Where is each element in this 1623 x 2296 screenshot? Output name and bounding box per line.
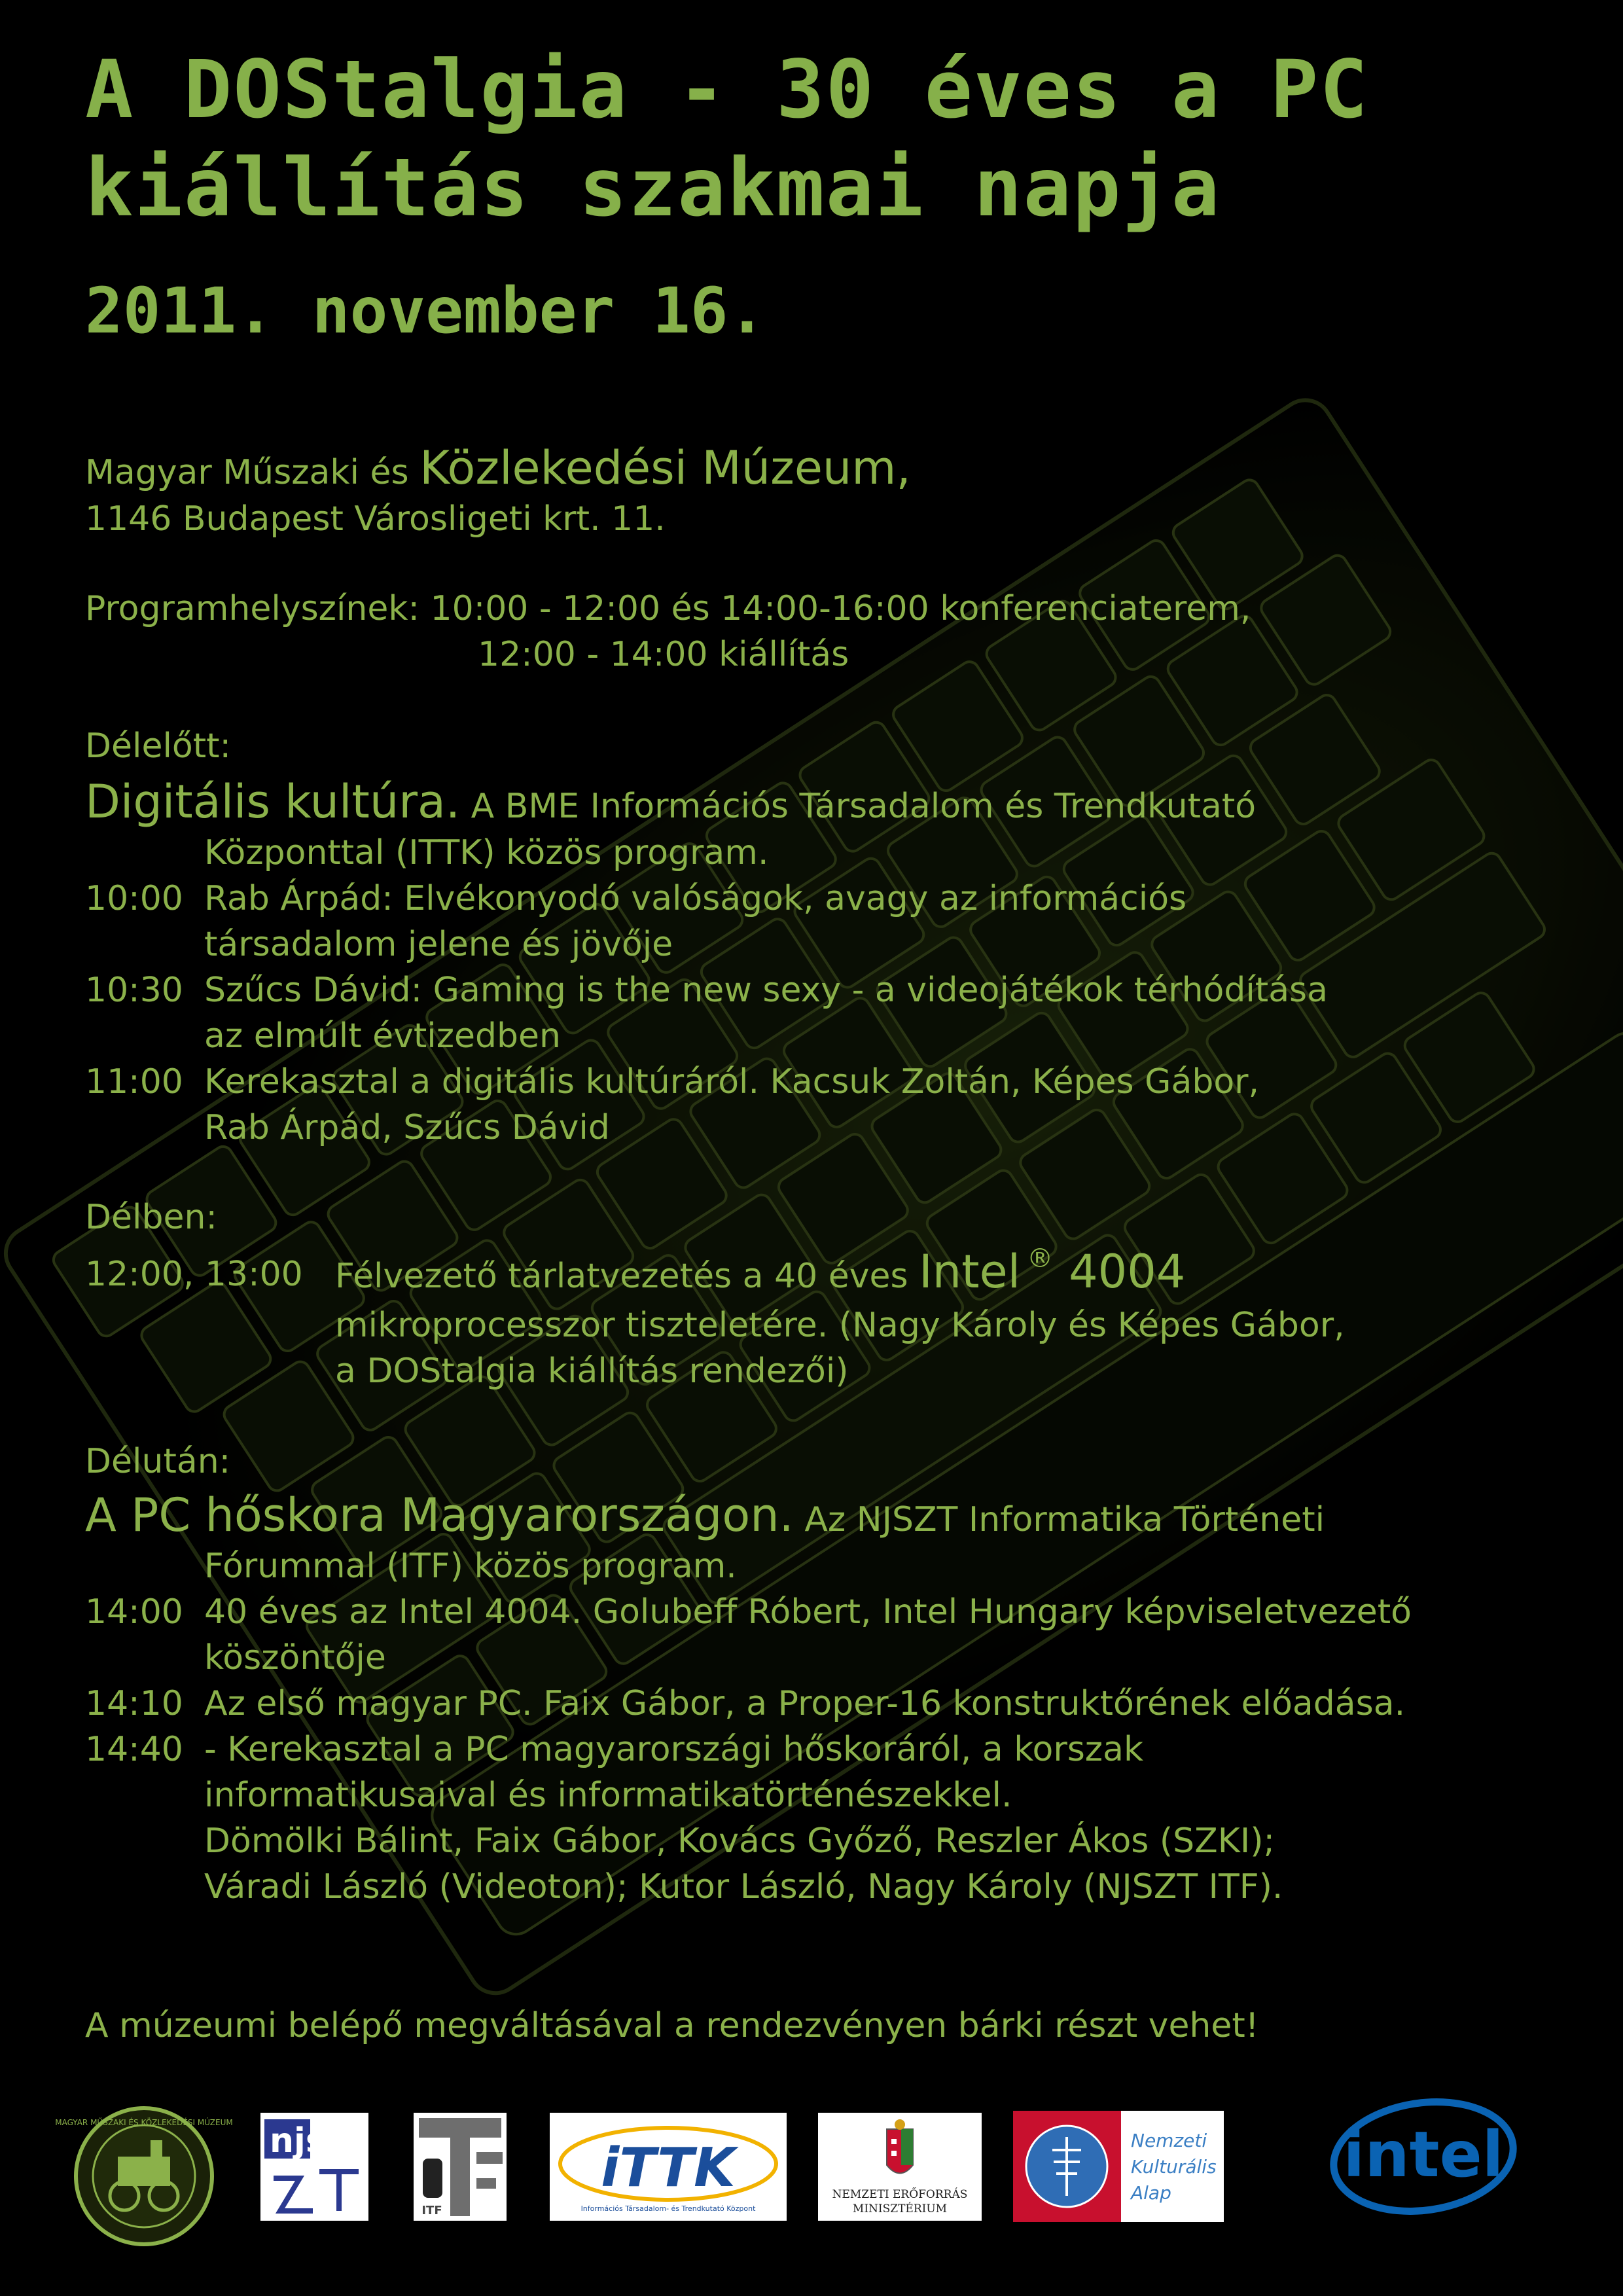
- morning-talk-1-line-2: társadalom jelene és jövője: [204, 925, 673, 964]
- nka-logo-line-2: Kulturális: [1131, 2156, 1217, 2178]
- noon-heading: Délben:: [85, 1198, 217, 1237]
- njszt-logo-text: njszt: [270, 2121, 362, 2161]
- intel-logo-text: intel: [1343, 2118, 1504, 2191]
- morning-theme-desc: A BME Információs Társadalom és Trendkutató: [471, 787, 1257, 826]
- venue-line: [85, 441, 911, 495]
- afternoon-theme-desc-cont: Fórummal (ITF) közös program.: [204, 1547, 737, 1586]
- morning-theme: [85, 775, 1257, 829]
- museum-logo: [55, 2104, 233, 2248]
- ittk-logo-subtitle: Információs Társadalom- és Trendkutató Központ: [580, 2204, 756, 2213]
- afternoon-talk-3-line-1: - Kerekasztal a PC magyarországi hőskoráról, a korszak: [204, 1730, 1144, 1769]
- morning-talk-3-line-2: Rab Árpád, Szűcs Dávid: [204, 1108, 610, 1147]
- morning-time-3: 11:00: [85, 1062, 183, 1102]
- venue-name-big: Közlekedési Múzeum,: [419, 441, 911, 495]
- morning-heading: Délelőtt:: [85, 726, 232, 766]
- museum-logo-text: MAGYAR MŰSZAKI ÉS KÖZLEKEDÉSI MÚZEUM: [55, 2118, 233, 2127]
- afternoon-talk-1-line-2: köszöntője: [204, 1638, 386, 1677]
- morning-theme-desc-cont: Központtal (ITTK) közös program.: [204, 833, 769, 872]
- afternoon-heading: Délután:: [85, 1442, 231, 1481]
- noon-desc-1: Félvezető tárlatvezetés a 40 éves: [335, 1257, 908, 1296]
- noon-intel: Intel: [919, 1245, 1021, 1299]
- locations-times-2: 12:00 - 14:00 kiállítás: [478, 635, 849, 674]
- afternoon-talk-3-line-2: informatikusaival és informatikatörténészekkel.: [204, 1776, 1012, 1815]
- nka-logo-line-3: Alap: [1131, 2182, 1171, 2204]
- njszt-logo: [260, 2113, 368, 2221]
- afternoon-theme-title: A PC hőskora Magyarországon.: [85, 1488, 794, 1542]
- morning-talk-1-line-1: Rab Árpád: Elvékonyodó valóságok, avagy az információs: [204, 879, 1187, 918]
- itf-logo-text: ITF: [421, 2204, 442, 2217]
- morning-talk-2-line-2: az elmúlt évtizedben: [204, 1016, 561, 1056]
- page-title: A DOStalgia - 30 éves a PC kiállítás szakmai napja: [85, 43, 1369, 234]
- ittk-logo: [550, 2113, 787, 2221]
- nka-logo: [1013, 2111, 1224, 2222]
- noon-line-2: mikroprocesszor tiszteletére. (Nagy Károly és Képes Gábor,: [335, 1306, 1345, 1345]
- ittk-logo-text: iTTK: [601, 2137, 736, 2199]
- ministry-logo: [818, 2113, 982, 2221]
- afternoon-time-3: 14:40: [85, 1730, 183, 1769]
- noon-time: 12:00, 13:00: [85, 1255, 303, 1294]
- afternoon-talk-3-line-3: Dömölki Bálint, Faix Gábor, Kovács Győző, Reszler Ákos (SZKI);: [204, 1821, 1275, 1861]
- afternoon-time-1: 14:00: [85, 1592, 183, 1632]
- noon-line-1: [335, 1242, 1185, 1306]
- intel-logo: [1329, 2094, 1518, 2219]
- afternoon-theme-desc: Az NJSZT Informatika Történeti: [804, 1500, 1325, 1539]
- morning-time-1: 10:00: [85, 879, 183, 918]
- morning-time-2: 10:30: [85, 971, 183, 1010]
- afternoon-talk-1-line-1: 40 éves az Intel 4004. Golubeff Róbert, Intel Hungary képviseletvezető: [204, 1592, 1412, 1632]
- afternoon-theme: [85, 1488, 1325, 1543]
- locations-label: Programhelyszínek:: [85, 589, 419, 628]
- afternoon-talk-3-line-4: Váradi László (Videoton); Kutor László, Nagy Károly (NJSZT ITF).: [204, 1867, 1283, 1907]
- locations-times-1: 10:00 - 12:00 és 14:00-16:00 konferenciaterem,: [430, 589, 1251, 628]
- afternoon-talk-2-line-1: Az első magyar PC. Faix Gábor, a Proper-16 konstruktőrének előadása.: [204, 1684, 1406, 1723]
- event-date: 2011. november 16.: [85, 274, 766, 348]
- morning-theme-title: Digitális kultúra.: [85, 775, 461, 829]
- afternoon-time-2: 14:10: [85, 1684, 183, 1723]
- venue-name-small: Magyar Műszaki és: [85, 453, 409, 492]
- morning-talk-2-line-1: Szűcs Dávid: Gaming is the new sexy - a videojátékok térhódítása: [204, 971, 1329, 1010]
- registered-mark: ®: [1027, 1244, 1054, 1274]
- itf-logo: [414, 2113, 507, 2221]
- noon-line-3: a DOStalgia kiállítás rendezői): [335, 1352, 849, 1391]
- venue-address: 1146 Budapest Városligeti krt. 11.: [85, 499, 666, 539]
- nka-logo-line-1: Nemzeti: [1131, 2130, 1207, 2151]
- footer-note: A múzeumi belépő megváltásával a rendezvényen bárki részt vehet!: [85, 2006, 1259, 2045]
- noon-4004: 4004: [1069, 1245, 1186, 1299]
- ministry-logo-line-1: NEMZETI ERŐFORRÁS: [832, 2188, 968, 2201]
- morning-talk-3-line-1: Kerekasztal a digitális kultúráról. Kacsuk Zoltán, Képes Gábor,: [204, 1062, 1260, 1102]
- ministry-logo-line-2: MINISZTÉRIUM: [852, 2202, 948, 2215]
- locations-line-1: [85, 586, 1251, 632]
